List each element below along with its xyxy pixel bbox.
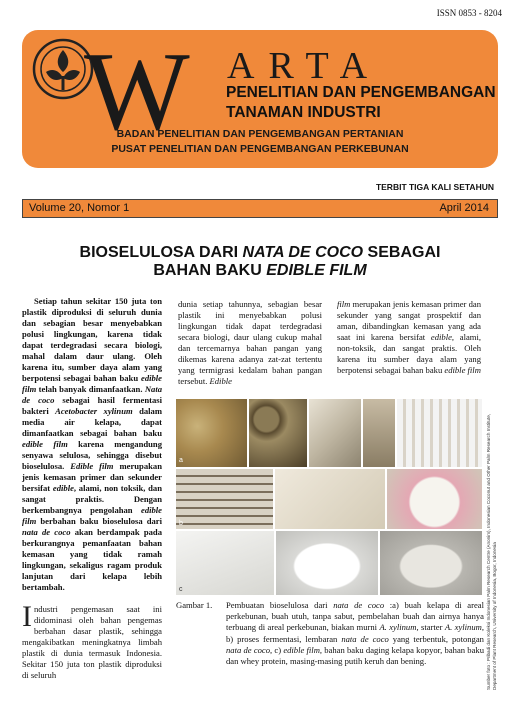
abstract-text: , alami, non toksik, dan sangat praktis. Dengan berkembangnya pengolahan [22, 483, 162, 515]
abstract-italic: Nata de coco [22, 384, 162, 405]
figure-caption [176, 600, 484, 667]
caption-italic: edible film [283, 644, 320, 655]
abstract-italic: edible film [22, 373, 162, 394]
caption-text: , bahan baku daging kelapa kopyor, bahan baku dan whey protein, masing-masing putih keruh dan bening. [226, 644, 484, 667]
body-italic: edible [430, 332, 452, 342]
body-column-3 [337, 299, 481, 376]
abstract-italic: edible [52, 483, 74, 493]
title-part: BAHAN BAKU [153, 262, 267, 279]
issue-bar [22, 199, 498, 218]
photo-edible-film-white [276, 531, 378, 595]
caption-text: , starter [416, 622, 445, 633]
abstract-italic: Acetobacter xylinum [55, 406, 133, 416]
photo-label: c [179, 586, 183, 593]
photo-coconuts [249, 399, 307, 467]
masthead-big-letter: W [84, 30, 190, 154]
issue-volume: Volume 20, Nomor 1 [29, 202, 130, 214]
abstract-italic: Edible film [70, 461, 114, 471]
agency-line-1: BADAN PENELITIAN DAN PENGEMBANGAN PERTANIAN [116, 128, 404, 140]
caption-text: yang terbentuk, potongan [388, 633, 484, 644]
photo-credit-text: Sumber foto : Pribadi dan Koleksi Indonesian Palm Research Centre (Anonim), Indonesian Coconut and Other Palm Research Institute, Department of Plant Research, University of Indonesia, Bogor, Indonesia [486, 413, 497, 690]
caption-text: Pembuatan bioselulosa dari [226, 600, 334, 610]
abstract-text: karena mengandung senyawa selulosa, sehingga disebut bioselulosa. [22, 439, 162, 471]
photo-nata-cubes [387, 469, 482, 529]
figure-photo-grid [176, 399, 482, 595]
caption-text: , b) proses fermentasi, lembaran [226, 622, 484, 644]
caption-text: , c) [270, 644, 284, 655]
abstract-text: berbahan baku bioselulosa dari [36, 516, 162, 526]
drop-cap: I [22, 600, 32, 633]
body-text: merupakan jenis kemasan primer dan sekunder yang sangat prospektif dan aman, dibandingkan kemasan yang ada saat ini karena bersifat [337, 299, 481, 342]
abstract-text: akan berdampak pada berkurangnya pemanfaatan bahan kemasan yang tidak ramah lingkungan, sekaligus ragam produk lanjutan dari kelapa lebih bertambah. [22, 527, 162, 592]
photo-nata-sheet [275, 469, 385, 529]
photo-split-coconut [309, 399, 361, 467]
introduction [22, 600, 162, 681]
abstract-text: Setiap tahun sekitar 150 juta ton plastik diproduksi di seluruh dunia dan sebagian besar menyebabkan polusi lingkungan, karena tidak dapat terdegradasi secara biologi, mahal dalam daur ulang. Oleh karena itu, sumber daya alam yang berpotensi sebagai bahan baku [22, 296, 162, 383]
masthead-banner [22, 30, 498, 168]
photo-edible-film-sheet [176, 531, 274, 595]
body-text: dunia setiap tahunnya, sebagian besar plastik ini menyebabkan polusi lingkungan tidak dapat terdegradasi secara biologi, daur ulang cukup mahal dan tercemarnya bahan pangan yang dikemas karena adanya zat-zat tertentu yang termigrasi kedalam bahan pangan tersebut. [178, 299, 322, 386]
issue-date: April 2014 [439, 202, 489, 214]
caption-italic: nata de coco [226, 644, 271, 655]
photo-fermentation-trays [176, 469, 273, 529]
caption-italic: A. xylinum [379, 622, 417, 633]
publication-frequency: TERBIT TIGA KALI SETAHUN [375, 182, 494, 192]
abstract-italic: nata de coco [22, 527, 71, 537]
photo-edible-film-clear [380, 531, 482, 595]
agency-line-2: PUSAT PENELITIAN DAN PENGEMBANGAN PERKEBUNAN [111, 143, 409, 155]
caption-italic: A. xylinum [444, 622, 482, 633]
abstract-text: merupakan jenis kemasan primer dan sekunder bersifat [22, 461, 162, 493]
title-part: BIOSELULOSA DARI [79, 244, 243, 261]
caption-italic: nata de coco [341, 633, 389, 644]
title-part: SEBAGAI [363, 244, 441, 261]
body-text: , alami, non-toksik, dan sangat praktis. Oleh karena itu sumber daya alam yang berpotensi sebagai bahan baku [337, 332, 481, 375]
abstract-italic: edible film [22, 439, 68, 449]
photo-culture-tubes [397, 399, 482, 467]
masthead-subtitle-2: TANAMAN INDUSTRI [226, 104, 381, 121]
abstract [22, 296, 162, 593]
masthead-subtitle-1: PENELITIAN DAN PENGEMBANGAN [226, 84, 496, 101]
article-title [22, 244, 498, 280]
issn-number: ISSN 0853 - 8204 [436, 8, 502, 18]
figure-number: Gambar 1. [176, 600, 213, 610]
masthead-title: ARTA [227, 45, 382, 87]
abstract-text: sebagai hasil fermentasi bakteri [22, 395, 163, 416]
body-italic: Edible [209, 376, 232, 386]
abstract-italic: edible film [22, 505, 162, 526]
body-text: ndustri pengemasan saat ini didominasi oleh bahan pengemas berbahan dasar plastik, sehingga mengakibatkan meningkatnya limbah plastik di dunia termasuk Indonesia. Sekitar 150 juta ton plastik diproduksi di seluruh [22, 604, 162, 680]
body-column-2 [178, 299, 322, 387]
abstract-text: dalam media air kelapa, dapat dimanfaatkan sebagai bahan baku [22, 406, 162, 438]
photo-label: a [179, 457, 183, 464]
photo-credit-sidebar [486, 410, 510, 690]
photo-coconut-water [363, 399, 395, 467]
title-italic: NATA DE COCO [242, 244, 364, 261]
photo-label: b [179, 520, 183, 527]
abstract-text: telah banyak dimanfaatkan. [36, 384, 145, 394]
title-italic: EDIBLE FILM [266, 262, 367, 279]
body-italic: edible film [444, 365, 481, 375]
caption-text: :a) buah kelapa di areal perkebunan, buah utuh, tanpa sabut, pembelahan buah dan airnya hanya terbuang di areal perkebunan, biakan murni [226, 600, 484, 633]
caption-italic: nata de coco [333, 600, 385, 610]
body-italic: film [337, 299, 351, 309]
photo-coconut-pile [176, 399, 247, 467]
